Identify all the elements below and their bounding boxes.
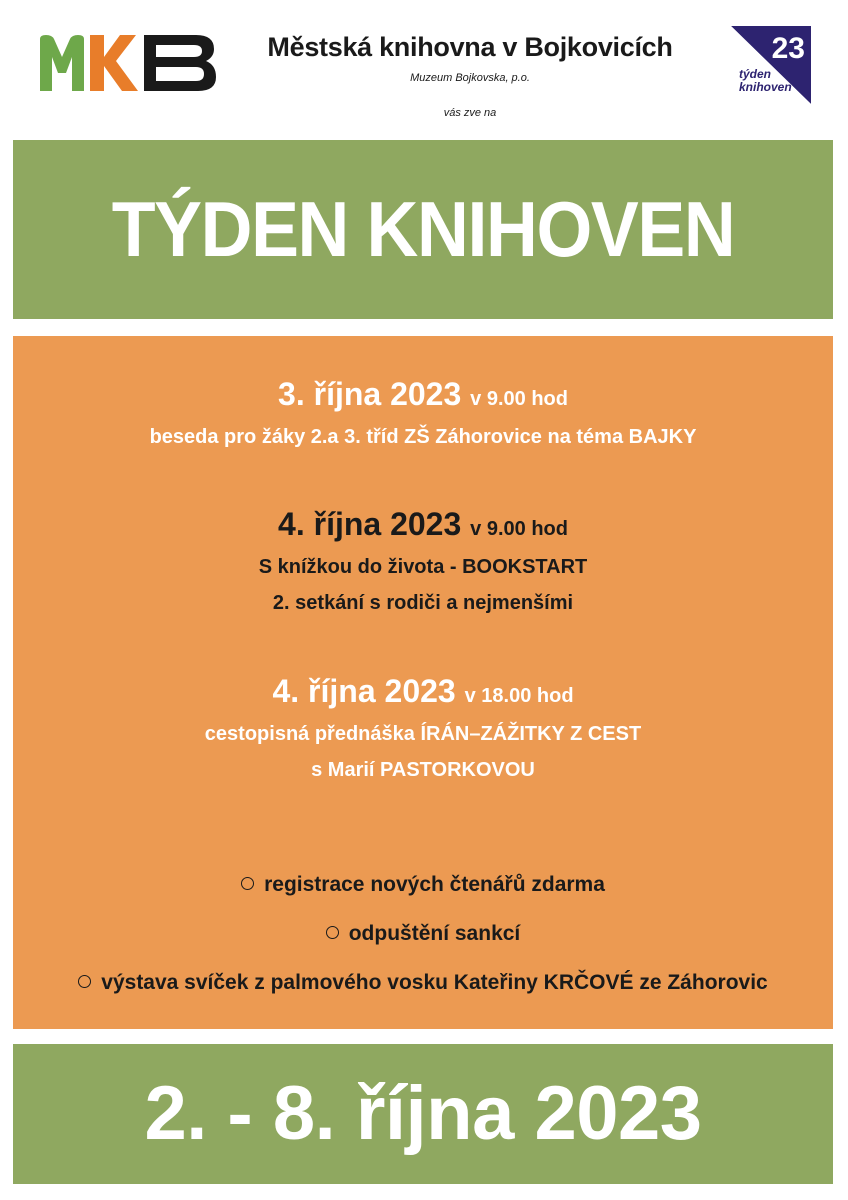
event-time: v 9.00 hod — [470, 518, 568, 540]
event-3 — [13, 671, 833, 788]
bullet-list — [13, 860, 833, 1007]
circle-bullet-icon — [326, 926, 339, 939]
library-logo — [38, 33, 218, 93]
event-description: s Marií PASTORKOVOU — [311, 759, 535, 781]
event-date-range: 2. - 8. října 2023 — [144, 1071, 702, 1156]
library-subtitle: Muzeum Bojkovska, p.o. — [410, 72, 530, 84]
invite-text: vás zve na — [443, 107, 497, 119]
badge-line1: týden — [739, 67, 772, 81]
list-item — [13, 958, 833, 1007]
library-name: Městská knihovna v Bojkovicích — [267, 32, 673, 62]
badge-number: 23 — [771, 32, 805, 65]
title-banner — [13, 140, 833, 319]
event-description: S knížkou do života - BOOKSTART — [258, 556, 588, 578]
header — [0, 0, 848, 135]
bullet-text: výstava svíček z palmového vosku Kateřiny KRČOVÉ ze Záhorovic — [101, 971, 768, 994]
circle-bullet-icon — [78, 975, 91, 988]
date-banner — [13, 1044, 833, 1184]
list-item — [13, 860, 833, 909]
circle-bullet-icon — [241, 877, 254, 890]
event-1 — [13, 374, 833, 455]
event-description: cestopisná přednáška ÍRÁN–ZÁŽITKY Z CEST — [204, 723, 642, 745]
event-time: v 18.00 hod — [464, 685, 574, 707]
event-date: 3. října 2023 — [278, 376, 462, 412]
event-date: 4. října 2023 — [272, 673, 456, 709]
list-item — [13, 909, 833, 958]
event-description: 2. setkání s rodiči a nejmenšími — [272, 592, 574, 614]
program-panel — [13, 336, 833, 1029]
page-title: TÝDEN KNIHOVEN — [111, 185, 735, 273]
event-time: v 9.00 hod — [470, 388, 568, 410]
event-2 — [13, 504, 833, 621]
badge-line2: knihoven — [739, 80, 792, 94]
event-date: 4. října 2023 — [278, 506, 462, 542]
bullet-text: odpuštění sankcí — [348, 922, 521, 945]
event-description: beseda pro žáky 2.a 3. tříd ZŠ Záhorovice na téma BAJKY — [149, 426, 697, 448]
bullet-text: registrace nových čtenářů zdarma — [264, 873, 605, 896]
badge-text — [739, 68, 809, 94]
event-badge — [729, 24, 813, 110]
